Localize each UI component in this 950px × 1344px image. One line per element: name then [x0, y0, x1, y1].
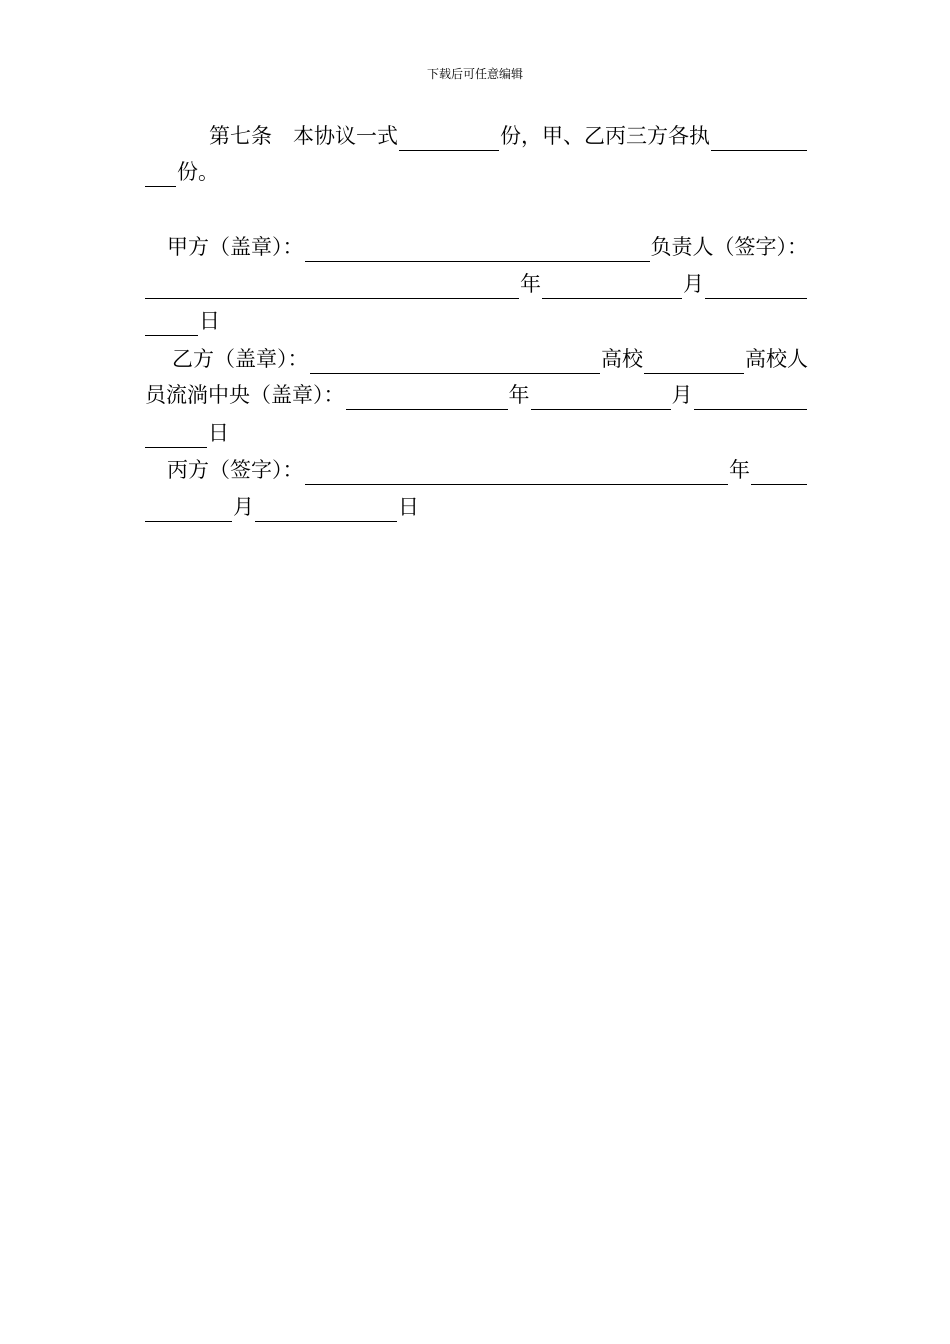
party-a-year-label: 年 — [520, 272, 541, 296]
copies-total-blank[interactable] — [399, 123, 499, 151]
party-c-year-label: 年 — [729, 458, 750, 482]
party-b-day-blank-a[interactable] — [694, 382, 808, 410]
party-a-label: 甲方（盖章）： — [167, 235, 304, 259]
party-a-rep-label: 负责人（签字）： — [650, 235, 808, 259]
party-b-college-person-label-b: 员流淌中央（盖章）： — [145, 383, 345, 407]
party-c-label: 丙方（签字）： — [167, 458, 304, 482]
party-b-college-blank[interactable] — [644, 346, 744, 374]
party-b-day-label: 日 — [208, 421, 229, 445]
article-7-lead: 第七条 本协议一式 — [209, 124, 398, 148]
copies-each-blank-b[interactable] — [145, 159, 176, 187]
party-c-day-blank[interactable] — [255, 494, 397, 522]
article-7-middle: 份，甲、乙丙三方各执 — [500, 124, 710, 148]
party-a-seal-blank[interactable] — [305, 234, 650, 262]
party-a-line-1 — [145, 232, 808, 262]
party-a-day-label: 日 — [199, 309, 220, 333]
party-b-line-3 — [145, 418, 808, 448]
party-b-day-blank-b[interactable] — [145, 420, 207, 448]
party-a-month-blank[interactable] — [542, 271, 682, 299]
party-a-rep-blank[interactable] — [145, 271, 519, 299]
party-c-month-label: 月 — [233, 495, 254, 519]
copies-each-blank-a[interactable] — [711, 123, 807, 151]
party-c-month-blank-b[interactable] — [145, 494, 232, 522]
party-b-line-2 — [145, 380, 808, 410]
party-a-day-blank-a[interactable] — [705, 271, 807, 299]
party-b-month-blank[interactable] — [531, 382, 671, 410]
party-c-line-2 — [145, 492, 808, 522]
page-header: 下载后可任意编辑 — [426, 67, 523, 81]
party-a-line-3 — [145, 306, 808, 336]
article-7-line-1 — [145, 121, 808, 151]
party-c-line-1 — [145, 455, 808, 485]
party-c-day-label: 日 — [398, 495, 419, 519]
article-7-end: 份。 — [177, 160, 219, 184]
party-c-month-blank-a[interactable] — [751, 457, 807, 485]
party-c-sign-blank[interactable] — [305, 457, 729, 485]
party-a-line-2 — [145, 269, 808, 299]
party-b-label: 乙方（盖章）： — [172, 347, 309, 371]
party-a-day-blank-b[interactable] — [145, 308, 198, 336]
party-b-year-label: 年 — [508, 383, 530, 407]
party-b-college-label: 高校 — [601, 347, 643, 371]
party-a-month-label: 月 — [683, 272, 704, 296]
article-7-line-2 — [145, 157, 808, 187]
party-b-college-person-label-a: 高校人 — [745, 347, 808, 371]
party-b-person-seal-blank[interactable] — [346, 382, 508, 410]
party-b-line-1 — [145, 344, 808, 374]
party-b-month-label: 月 — [671, 383, 693, 407]
party-b-seal-blank[interactable] — [310, 346, 601, 374]
